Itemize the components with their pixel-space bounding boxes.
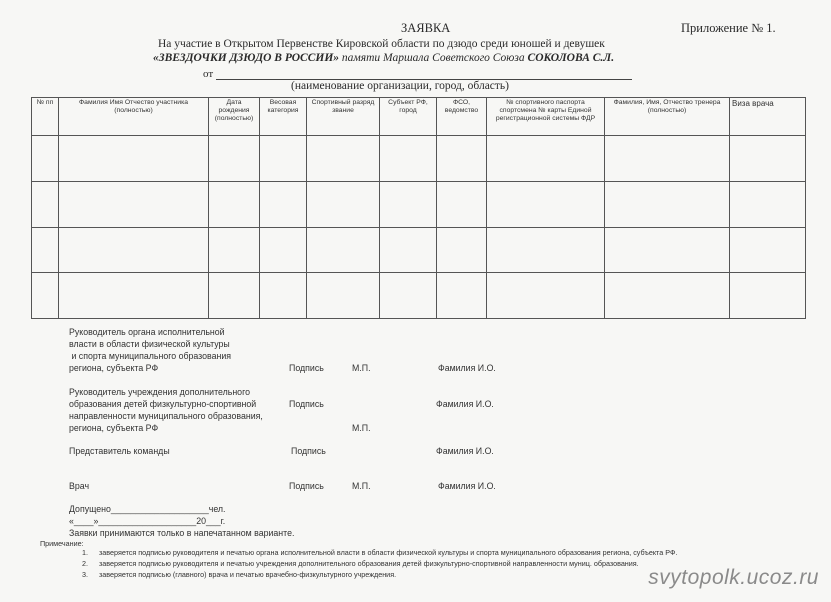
appendix-label: Приложение № 1.	[681, 21, 776, 35]
table-cell[interactable]	[32, 273, 59, 319]
doctor-label: Врач	[69, 481, 90, 491]
table-cell[interactable]	[307, 227, 380, 273]
stamp-label: М.П.	[352, 423, 371, 433]
table-cell[interactable]	[307, 181, 380, 227]
signatory-line: образования детей физкультурно-спортивной	[69, 399, 257, 409]
stamp-label: М.П.	[352, 363, 371, 373]
table-cell[interactable]	[307, 136, 380, 182]
fio-label: Фамилия И.О.	[436, 446, 494, 456]
stamp-label: М.П.	[352, 481, 371, 491]
table-cell[interactable]	[730, 136, 806, 182]
table-cell[interactable]	[437, 181, 487, 227]
col-header-fio: Фамилия Имя Отчество участника (полностью)	[59, 98, 209, 136]
signatory-line: региона, субъекта РФ	[69, 423, 159, 433]
table-row	[32, 181, 806, 227]
col-header-number: № пп	[32, 98, 59, 136]
event-dedication: памяти Маршала Советского Союза	[339, 52, 528, 64]
note-text: заверяется подписью руководителя и печатью органа исполнительной власти в области физической культуры и спорта муниципального образования региона, субъекта РФ.	[99, 548, 678, 557]
admitted-count: Допущено____________________чел.	[69, 504, 226, 514]
table-cell[interactable]	[380, 181, 437, 227]
table-row	[32, 273, 806, 319]
table-cell[interactable]	[437, 227, 487, 273]
marshal-name: СОКОЛОВА С.Л.	[527, 52, 615, 64]
table-cell[interactable]	[380, 136, 437, 182]
signature-label: Подпись	[291, 446, 326, 456]
signatory-line: Руководитель органа исполнительной	[69, 327, 225, 337]
table-cell[interactable]	[59, 181, 209, 227]
from-label: от	[203, 68, 214, 80]
signatory-line: Руководитель учреждения дополнительного	[69, 387, 250, 397]
table-cell[interactable]	[59, 273, 209, 319]
table-cell[interactable]	[32, 181, 59, 227]
table-cell[interactable]	[209, 273, 260, 319]
table-cell[interactable]	[307, 273, 380, 319]
note-number: 1.	[82, 548, 88, 557]
table-header-row	[32, 98, 806, 136]
note-number: 3.	[82, 570, 88, 579]
table-cell[interactable]	[487, 273, 605, 319]
table-cell[interactable]	[260, 227, 307, 273]
table-row	[32, 227, 806, 273]
col-header-birthdate: Дата рождения (полностью)	[209, 98, 260, 136]
table-cell[interactable]	[260, 181, 307, 227]
table-cell[interactable]	[487, 227, 605, 273]
signature-label: Подпись	[289, 481, 324, 491]
table-cell[interactable]	[260, 136, 307, 182]
table-cell[interactable]	[605, 136, 730, 182]
table-cell[interactable]	[605, 273, 730, 319]
notes-title: Примечание:	[40, 539, 84, 548]
table-cell[interactable]	[32, 136, 59, 182]
note-text: заверяется подписью руководителя и печатью учреждения дополнительного образования детей физкультурно-спортивной направленности муниц. образования.	[99, 559, 639, 568]
fio-label: Фамилия И.О.	[438, 481, 496, 491]
col-header-doctor-visa: Виза врача	[730, 98, 806, 136]
col-header-rank: Спортивный разряд звание	[307, 98, 380, 136]
note-number: 2.	[82, 559, 88, 568]
site-watermark: svytopolk.ucoz.ru	[648, 566, 819, 589]
col-header-fso: ФСО, ведомство	[437, 98, 487, 136]
col-header-weight: Весовая категория	[260, 98, 307, 136]
table-cell[interactable]	[437, 273, 487, 319]
table-cell[interactable]	[487, 181, 605, 227]
table-cell[interactable]	[380, 227, 437, 273]
table-cell[interactable]	[260, 273, 307, 319]
table-cell[interactable]	[730, 181, 806, 227]
header-line-1: На участие в Открытом Первенстве Кировской области по дзюдо среди юношей и девушек	[158, 38, 605, 50]
table-cell[interactable]	[605, 227, 730, 273]
table-cell[interactable]	[380, 273, 437, 319]
table-cell[interactable]	[209, 181, 260, 227]
signature-label: Подпись	[289, 363, 324, 373]
event-name: «ЗВЕЗДОЧКИ ДЗЮДО В РОССИИ»	[153, 52, 340, 64]
fio-label: Фамилия И.О.	[436, 399, 494, 409]
note-text: заверяется подписью (главного) врача и печатью врачебно-физкультурного учреждения.	[99, 570, 397, 579]
table-cell[interactable]	[59, 227, 209, 273]
table-cell[interactable]	[487, 136, 605, 182]
signatory-authority-head	[69, 326, 231, 374]
table-cell[interactable]	[730, 273, 806, 319]
document-title: ЗАЯВКА	[401, 21, 451, 35]
signatory-line: власти в области физической культуры	[69, 339, 230, 349]
signatory-institution-head	[69, 386, 263, 434]
table-cell[interactable]	[730, 227, 806, 273]
header-line-2	[153, 52, 614, 64]
date-line: «____»____________________20___г.	[69, 516, 226, 526]
signatory-line: направленности муниципального образования,	[69, 411, 263, 421]
organization-caption: (наименование организации, город, область)	[291, 80, 510, 92]
printed-only-note: Заявки принимаются только в напечатанном варианте.	[69, 528, 295, 538]
table-cell[interactable]	[59, 136, 209, 182]
table-row	[32, 136, 806, 182]
signatory-line: региона, субъекта РФ	[69, 363, 159, 373]
col-header-coach: Фамилия, Имя, Отчество тренера (полностью)	[605, 98, 730, 136]
table-cell[interactable]	[605, 181, 730, 227]
table-cell[interactable]	[209, 227, 260, 273]
fio-label: Фамилия И.О.	[438, 363, 496, 373]
table-cell[interactable]	[32, 227, 59, 273]
participants-table	[31, 97, 806, 319]
table-cell[interactable]	[437, 136, 487, 182]
signature-label: Подпись	[289, 399, 324, 409]
signatory-line: и спорта муниципального образования	[69, 351, 232, 361]
team-representative-label: Представитель команды	[69, 446, 170, 456]
table-cell[interactable]	[209, 136, 260, 182]
col-header-region: Субъект РФ, город	[380, 98, 437, 136]
col-header-passport: № спортивного паспорта спортсмена № карты Единой регистрационной системы ФДР	[487, 98, 605, 136]
